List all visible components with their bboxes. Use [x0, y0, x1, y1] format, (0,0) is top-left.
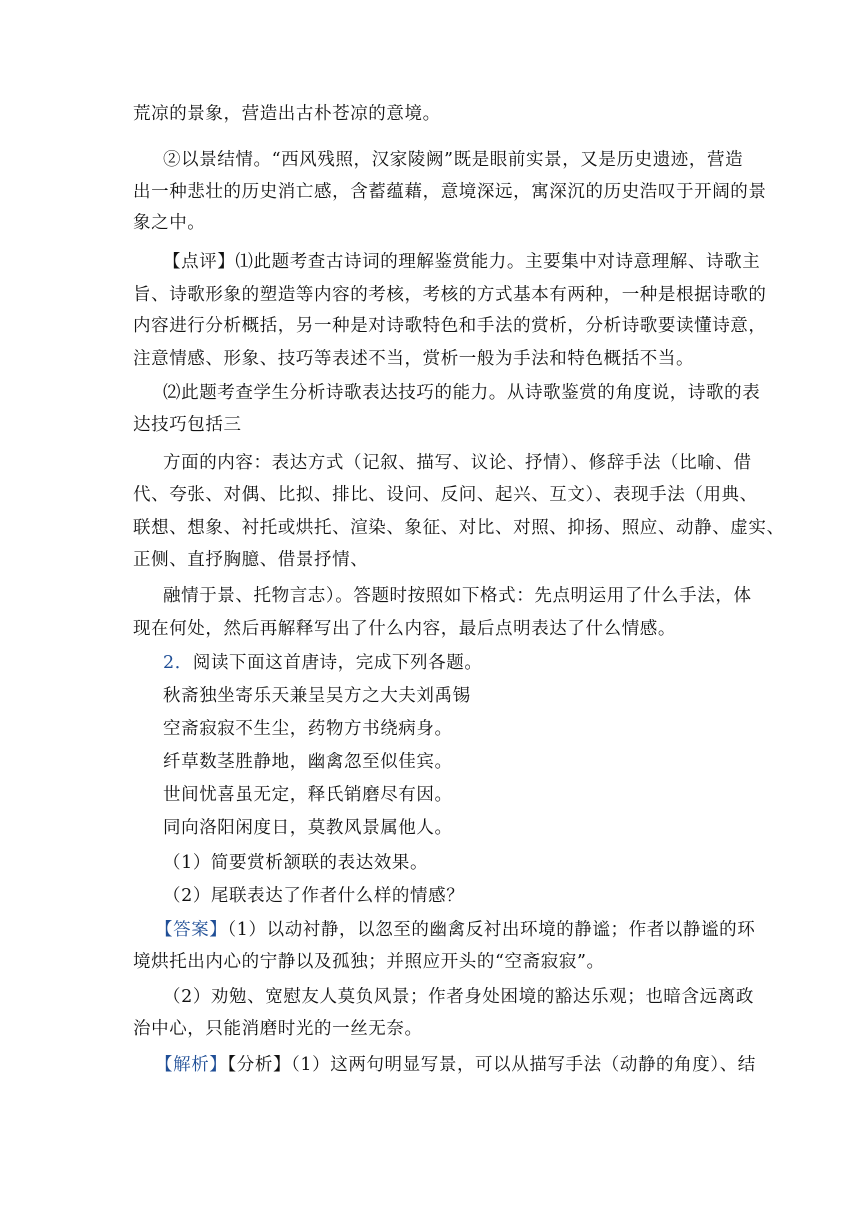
- analysis-line: [155, 1053, 756, 1077]
- question-prompt: 阅读下面这首唐诗，完成下列各题。: [192, 653, 483, 673]
- text-line: ⑵此题考查学生分析诗歌表达技巧的能力。从诗歌鉴赏的角度说，诗歌的表: [163, 383, 761, 403]
- question-2-heading: [163, 651, 482, 675]
- text-line: 代、夸张、对偶、比拟、排比、设问、反问、起兴、互文）、表现手法（用典、: [133, 485, 758, 505]
- poem-line: 空斋寂寂不生尘，药物方书绕病身。: [163, 719, 453, 739]
- answer-2-line-1: （2）劝勉、宽慰友人莫负风景；作者身处困境的豁达乐观；也暗含远离政: [163, 987, 754, 1007]
- poem-line: 纤草数茎胜静地，幽禽忽至似佳宾。: [163, 752, 453, 772]
- analysis-tag: 【解析】: [155, 1055, 228, 1075]
- text-line: ②以景结情。“西风残照，汉家陵阙”既是眼前实景，又是历史遗迹，营造: [163, 150, 744, 170]
- text-line: 达技巧包括三: [133, 415, 242, 435]
- answer-tag: 【答案】: [155, 920, 228, 940]
- text-line: 融情于景、托物言志）。答题时按照如下格式：先点明运用了什么手法，体: [163, 586, 752, 606]
- poem-line: 同向洛阳闲度日，莫教风景属他人。: [163, 818, 453, 838]
- question-number: 2．: [163, 653, 193, 673]
- text-line: 象之中。: [133, 213, 206, 233]
- text-line: 方面的内容：表达方式（记叙、描写、议论、抒情）、修辞手法（比喻、借: [163, 453, 752, 473]
- text-line: 旨、诗歌形象的塑造等内容的考核，考核的方式基本有两种，一种是根据诗歌的: [133, 285, 767, 305]
- answer-1-line-2: 境烘托出内心的宁静以及孤独；并照应开头的“空斋寂寂”。: [133, 952, 605, 972]
- answer-text: （1）以动衬静，以忽至的幽禽反衬出环境的静谧；作者以静谧的环: [227, 920, 756, 940]
- answer-1-line-1: [155, 918, 755, 942]
- text-line: 荒凉的景象，营造出古朴苍凉的意境。: [133, 104, 441, 124]
- text-line: 内容进行分析概括，另一种是对诗歌特色和手法的赏析，分析诗歌要读懂诗意，: [133, 316, 767, 336]
- text-line: 正侧、直抒胸臆、借景抒情、: [133, 550, 369, 570]
- sub-question-1: （1）简要赏析颔联的表达效果。: [163, 853, 429, 873]
- sub-question-2: （2）尾联表达了作者什么样的情感？: [163, 886, 465, 906]
- poem-title: 秋斋独坐寄乐天兼呈吴方之大夫刘禹锡: [163, 686, 471, 706]
- analysis-text: 【分析】（1）这两句明显写景，可以从描写手法（动静的角度）、结: [227, 1055, 756, 1075]
- poem-line: 世间忧喜虽无定，释氏销磨尽有因。: [163, 785, 453, 805]
- text-line: 联想、想象、衬托或烘托、渲染、象征、对比、对照、抑扬、照应、动静、虚实、: [133, 518, 785, 538]
- text-line: 出一种悲壮的历史消亡感，含蓄蕴藉，意境深远，寓深沉的历史浩叹于开阔的景: [133, 182, 767, 202]
- text-line: 【点评】⑴此题考查古诗词的理解鉴赏能力。主要集中对诗意理解、诗歌主: [163, 252, 761, 272]
- answer-2-line-2: 治中心，只能消磨时光的一丝无奈。: [133, 1019, 423, 1039]
- text-line: 现在何处，然后再解释写出了什么内容，最后点明表达了什么情感。: [133, 619, 676, 639]
- text-line: 注意情感、形象、技巧等表述不当，赏析一般为手法和特色概括不当。: [133, 349, 695, 369]
